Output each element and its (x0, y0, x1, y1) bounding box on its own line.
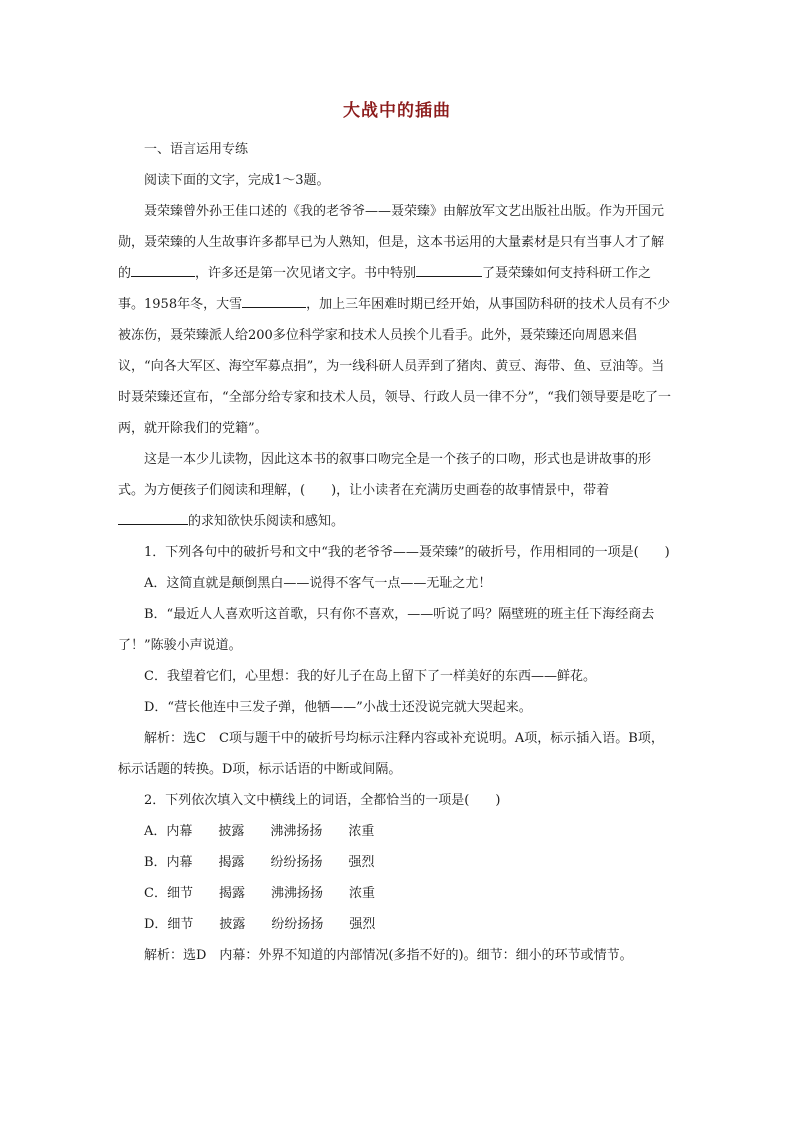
question-1-analysis: 解析：选C C项与题干中的破折号均标示注释内容或补充说明。A项，标示插入语。B项，标示话题的转换。D项，标示话语的中断或间隔。 (118, 731, 664, 777)
question-2-stem: 2．下列依次填入文中横线上的词语，全都恰当的一项是( ) (144, 793, 501, 808)
fill-blank-2 (416, 260, 482, 277)
fill-blank-3 (242, 291, 306, 308)
page-title: 大战中的插曲 (343, 101, 451, 121)
question-1-stem: 1．下列各句中的破折号和文中“我的老爷爷——聂荣臻”的破折号，作用相同的一项是( ) (144, 545, 670, 560)
question-1-option-c: C．我望着它们，心里想：我的好儿子在岛上留下了一样美好的东西——鲜花。 (144, 669, 596, 684)
fill-blank-4 (118, 508, 188, 525)
passage-text: 的求知欲快乐阅读和感知。 (188, 514, 345, 529)
passage-paragraph-2 (118, 444, 676, 537)
question-2-option-b: B．内幕 揭露 纷纷扬扬 强烈 (144, 855, 375, 870)
question-2-analysis: 解析：选D 内幕：外界不知道的内部情况(多指不好的)。细节：细小的环节或情节。 (144, 948, 633, 963)
fill-blank-1 (131, 260, 195, 277)
instruction-text: 阅读下面的文字，完成1～3题。 (144, 173, 330, 188)
passage-text: 这是一本少儿读物，因此这本书的叙事口吻完全是一个孩子的口吻，形式也是讲故事的形式。为方便孩子们阅读和理解，( )，让小读者在充满历史画卷的故事情景中，带着 (118, 452, 652, 498)
question-1-option-a: A．这简直就是颠倒黑白——说得不客气一点——无耻之尤！ (144, 576, 492, 591)
question-1-option-b: B．“最近人人喜欢听这首歌，只有你不喜欢，——听说了吗？隔壁班的班主任下海经商去了！”陈骏小声说道。 (118, 607, 655, 653)
document-body (118, 134, 676, 971)
passage-text: 聂荣臻曾外孙王佳口述的《我的老爷爷——聂荣臻》由解放军文艺出版社出版。作为开国元勋，聂荣臻的人生故事许多都早已为人熟知，但是，这本书运用的大量素材是只有当事人才了解的 (118, 204, 665, 281)
passage-text: ，许多还是第一次见诸文字。书中特别 (195, 266, 417, 281)
question-1-option-d: D．“营长他连中三发子弹，他牺——”小战士还没说完就大哭起来。 (144, 700, 532, 715)
question-2-option-a: A．内幕 披露 沸沸扬扬 浓重 (144, 824, 375, 839)
question-2-option-c: C．细节 揭露 沸沸扬扬 浓重 (144, 886, 375, 901)
question-2-option-d: D．细节 披露 纷纷扬扬 强烈 (144, 917, 376, 932)
section-heading: 一、语言运用专练 (144, 142, 249, 157)
passage-text: ，加上三年困难时期已经开始，从事国防科研的技术人员有不少被冻伤，聂荣臻派人给200多位科学家和技术人员挨个儿看手。此外，聂荣臻还向周恩来倡议，“向各大军区、海空军募点捐”，为一线科研人员弄到了猪肉、黄豆、海带、鱼、豆油等。当时聂荣臻还宣布，“全部分给专家和技术人员，领导、行政人员一律不分”，“我们领导要是吃了一两，就开除我们的党籍”。 (118, 297, 671, 436)
passage-text: 了聂荣臻如何支持科研工作之事。1958年冬，大雪 (118, 266, 652, 312)
passage-paragraph-1 (118, 196, 676, 444)
